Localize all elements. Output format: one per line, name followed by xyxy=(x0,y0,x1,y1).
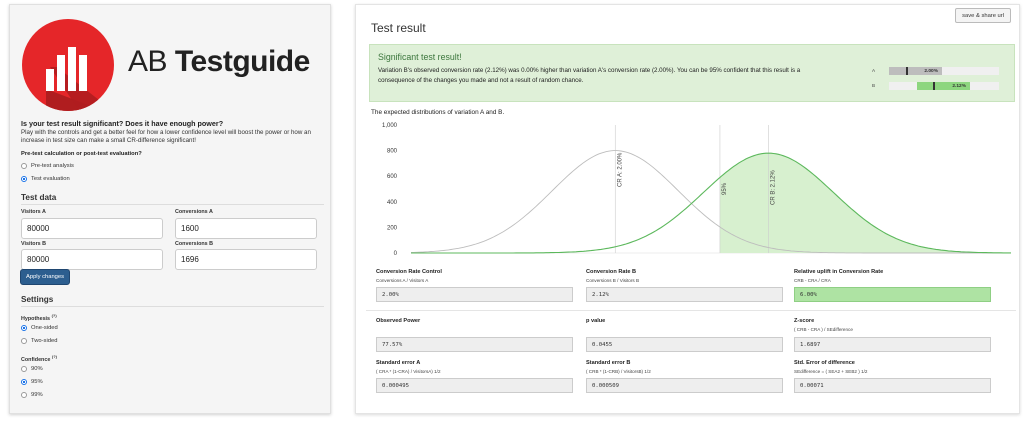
significance-area xyxy=(720,153,1011,253)
cr-control-label: Conversion Rate Control xyxy=(376,269,442,275)
radio-label: 90% xyxy=(31,366,43,372)
y-tick-label: 0 xyxy=(393,251,397,257)
uplift-formula: CRB - CRA / CRA xyxy=(794,278,831,283)
radio-circle[interactable] xyxy=(21,392,27,398)
result-panel xyxy=(355,4,1020,414)
info-icon[interactable]: (?) xyxy=(51,354,57,359)
cr-b-label: Conversion Rate B xyxy=(586,269,637,275)
se-b-label: Standard error B xyxy=(586,360,631,366)
se-a-value: 0.000495 xyxy=(376,378,573,393)
divider xyxy=(21,306,324,307)
radio-confidence-99[interactable] xyxy=(21,392,43,398)
y-tick-label: 800 xyxy=(386,148,397,155)
visitors-a-label: Visitors A xyxy=(21,209,46,215)
hypothesis-label: Hypothesis (?) xyxy=(21,313,57,322)
cr-a-label: CR A: 2.00% xyxy=(617,152,624,187)
visitors-a-input[interactable]: 80000 xyxy=(21,218,163,239)
se-a-formula: ( CRA * (1-CRA) / VisitorsA) 1/2 xyxy=(376,369,441,374)
radio-circle[interactable] xyxy=(21,163,27,169)
bar-b-fill: 2.12% xyxy=(917,82,970,90)
observed-power-label: Observed Power xyxy=(376,318,421,324)
logo-wordmark: AB Testguide xyxy=(128,45,310,78)
significance-alert xyxy=(369,44,1015,102)
z-score-formula: ( CRB - CRA ) / SEdifference xyxy=(794,327,853,332)
cr-b-value: 2.12% xyxy=(586,287,783,302)
visitors-b-input[interactable]: 80000 xyxy=(21,249,163,270)
radio-two-sided[interactable] xyxy=(21,338,57,344)
z-score-label: Z-score xyxy=(794,318,815,324)
bar-a-marker xyxy=(906,67,908,75)
bar-b-label: B xyxy=(872,83,876,88)
se-diff-formula: SEdifference = ( SEA2 + SEB2 ) 1/2 xyxy=(794,369,868,374)
radio-circle-selected[interactable] xyxy=(21,325,27,331)
distribution-chart xyxy=(356,117,1021,265)
radio-one-sided[interactable] xyxy=(21,325,58,331)
se-b-formula: ( CRB * (1-CRB) / VisitorsB) 1/2 xyxy=(586,369,651,374)
apply-changes-button[interactable]: Apply changes xyxy=(20,269,70,285)
cr-b-label: CR B: 2.12% xyxy=(770,170,777,205)
divider xyxy=(366,310,1016,311)
settings-title: Settings xyxy=(21,295,54,304)
radio-circle[interactable] xyxy=(21,366,27,372)
se-b-value: 0.000509 xyxy=(586,378,783,393)
p-value-label: p value xyxy=(586,318,606,324)
radio-circle-selected[interactable] xyxy=(21,379,27,385)
radio-label: Test evaluation xyxy=(31,176,70,182)
test-data-title: Test data xyxy=(21,193,57,202)
save-share-url-button[interactable]: save & share url xyxy=(955,8,1011,23)
intro-text: Play with the controls and get a better feel for how a lower confidence level will boost the power or how an increase in test size can make a small CR-difference significant! xyxy=(21,129,311,144)
settings-panel xyxy=(9,4,331,414)
radio-circle-selected[interactable] xyxy=(21,176,27,182)
radio-circle[interactable] xyxy=(21,338,27,344)
bar-a-label: A xyxy=(872,68,876,73)
threshold-label: 95% xyxy=(721,182,728,195)
uplift-label: Relative uplift in Conversion Rate xyxy=(794,269,884,275)
alert-text: Variation B's observed conversion rate (2.12%) was 0.00% higher than variation A's conversion rate (2.00%). You can be 95% confident that this result is a consequence of the changes you made and not a result of random chance. xyxy=(378,67,801,84)
radio-label: 99% xyxy=(31,392,43,398)
conversions-a-label: Conversions A xyxy=(175,209,213,215)
cr-b-formula: Conversions B / Visitors B xyxy=(586,278,640,283)
se-diff-label: Std. Error of difference xyxy=(794,360,855,366)
alert-heading: Significant test result! xyxy=(378,52,462,62)
cr-control-formula: Conversions A / Visitors A xyxy=(376,278,429,283)
radio-label: 95% xyxy=(31,379,43,385)
z-score-value: 1.6897 xyxy=(794,337,991,352)
radio-label: One-sided xyxy=(31,325,58,331)
confidence-label: Confidence (?) xyxy=(21,354,57,363)
logo xyxy=(20,17,320,115)
radio-test-evaluation[interactable] xyxy=(21,176,70,182)
series-b-curve xyxy=(411,153,1011,253)
logo-chart-icon xyxy=(20,17,120,115)
radio-label: Pre-test analysis xyxy=(31,163,74,169)
visitors-b-label: Visitors B xyxy=(21,241,47,247)
calc-question: Pre-test calculation or post-test evaluation? xyxy=(21,151,142,157)
conversions-b-label: Conversions B xyxy=(175,241,214,247)
conversions-b-input[interactable]: 1696 xyxy=(175,249,317,270)
cr-control-value: 2.00% xyxy=(376,287,573,302)
bar-a-fill: 2.00% xyxy=(889,67,942,75)
y-tick-label: 400 xyxy=(386,199,397,206)
observed-power-value: 77.57% xyxy=(376,337,573,352)
intro-question: Is your test result significant? Does it have enough power? xyxy=(21,119,224,128)
divider xyxy=(21,204,324,205)
radio-pre-test[interactable] xyxy=(21,163,74,169)
radio-confidence-95[interactable] xyxy=(21,379,43,385)
radio-confidence-90[interactable] xyxy=(21,366,43,372)
bar-b-marker xyxy=(933,82,935,90)
y-tick-label: 1,000 xyxy=(381,123,397,129)
uplift-value: 6.00% xyxy=(794,287,991,302)
y-tick-label: 600 xyxy=(386,174,397,181)
conversions-a-input[interactable]: 1600 xyxy=(175,218,317,239)
se-diff-value: 0.00071 xyxy=(794,378,991,393)
y-tick-label: 200 xyxy=(386,225,397,232)
radio-label: Two-sided xyxy=(31,338,58,344)
series-a-curve xyxy=(411,151,1011,253)
p-value-value: 0.0455 xyxy=(586,337,783,352)
chart-caption: The expected distributions of variation A and B. xyxy=(371,109,505,116)
page-title: Test result xyxy=(371,21,426,35)
se-a-label: Standard error A xyxy=(376,360,421,366)
info-icon[interactable]: (?) xyxy=(51,313,57,318)
